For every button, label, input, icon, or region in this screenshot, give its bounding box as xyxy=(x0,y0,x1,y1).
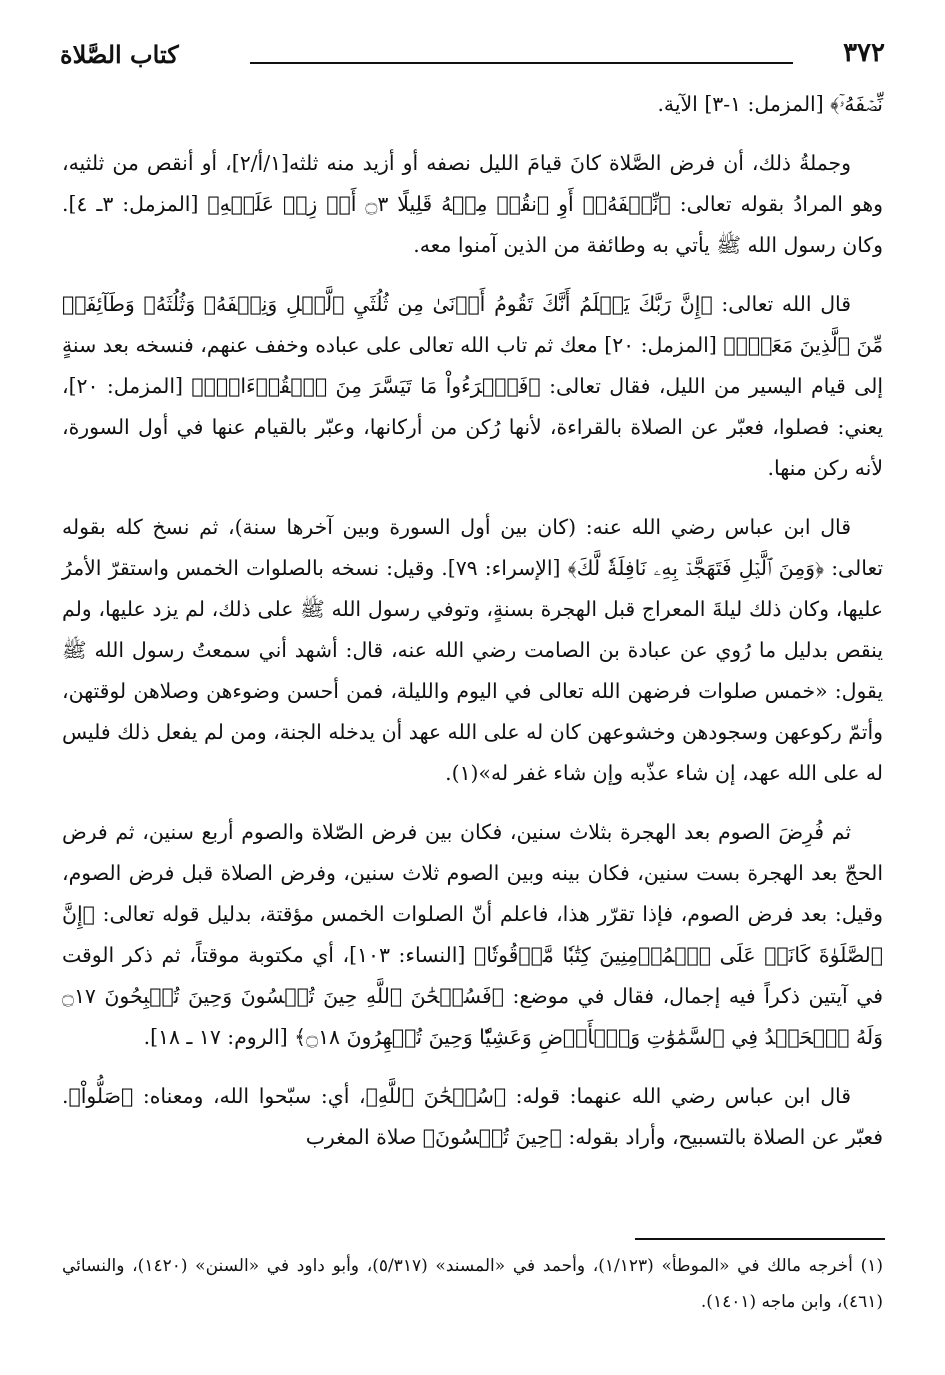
paragraph-prayer-obligation: وجملةُ ذلك، أن فرض الصَّلاة كانَ قيامَ الليل نصفه أو أزيد منه ثلثه[١/أ/٢]، أو أنقص من ثلثيه، وهو المرادُ بقوله تعالى: ﴿نِّصۡفَهُۥٓ أَوِ ٱنقُصۡ مِنۡهُ قَلِيلًا ۝٣ أَوۡ زِدۡ عَلَيۡهِ﴾ [المزمل: ٣ـ ٤]. وكان رسول الله ﷺ يأتي به وطائفة من الذين آمنوا معه. xyxy=(62,151,883,257)
paragraph-night-prayer-verse: قال الله تعالى: ﴿إِنَّ رَبَّكَ يَعۡلَمُ أَنَّكَ تَقُومُ أَدۡنَىٰ مِن ثُلُثَيِ ٱلَّيۡلِ وَنِصۡفَهُۥ وَثُلُثَهُۥ وَطَآئِفَةٞ مِّنَ ٱلَّذِينَ مَعَكَۚ﴾ [المزمل: ٢٠] معك ثم تاب الله تعالى على عباده وخفف عنهم، فنسخه بعد سنةٍ إلى قيام اليسير من الليل، فقال تعالى: ﴿فَٱقۡرَءُواْ مَا تَيَسَّرَ مِنَ ٱلۡقُرۡءَانِۚ﴾ [المزمل: ٢٠]، يعني: فصلوا، فعبّر عن الصلاة بالقراءة، لأنها رُكن من أركانها، وعبّر بالقيام عنها في أول السورة، لأنه ركن منها. xyxy=(62,292,884,480)
book-title: كتاب الصَّلاة xyxy=(60,40,179,69)
paragraph-continued-verse: نِّصۡفَهُۥٓ﴾ [المزمل: ١-٣] الآية. xyxy=(657,92,883,116)
footnotes xyxy=(62,1248,883,1320)
footnote-separator xyxy=(635,1238,885,1240)
paragraph-ibn-abbas-abrogation: قال ابن عباس رضي الله عنه: (كان بين أول السورة وبين آخرها سنة)، ثم نسخ كله بقوله تعالى: ﴿وَمِنَ ٱلَّيۡلِ فَتَهَجَّدۡ بِهِۦ نَافِلَةٗ لَّكَ﴾ [الإسراء: ٧٩]. وقيل: نسخه بالصلوات الخمس واستقرّ الأمرُ عليها، وكان ذلك ليلةَ المعراج قبل الهجرة بسنةٍ، وتوفي رسول الله ﷺ على ذلك، لم يزد عليها، ولم ينقص بدليل ما رُوي عن عبادة بن الصامت رضي الله عنه، قال: أشهد أني سمعتُ رسول الله ﷺ يقول: «خمس صلوات فرضهن الله تعالى في اليوم والليلة، فمن أحسن وضوءهن وصلاهن لوقتهن، وأتمّ ركوعهن وسجودهن وخشوعهن كان له على الله عهد أن يدخله الجنة، ومن لم يفعل ذلك فليس له على الله عهد، إن شاء عذّبه وإن شاء غفر له»(١). xyxy=(62,515,883,785)
paragraph-tasbih-meaning: قال ابن عباس رضي الله عنهما: قوله: ﴿سُبۡحَٰنَ ٱللَّهِ﴾، أي: سبّحوا الله، ومعناه: ﴿صَلُّواْ﴾. فعبّر عن الصلاة بالتسبيح، وأراد بقوله: ﴿حِينَ تُمۡسُونَ﴾ صلاة المغرب xyxy=(62,1084,883,1149)
paragraph-fasting-timing: ثم فُرِضَ الصوم بعد الهجرة بثلاث سنين، فكان بين فرض الصّلاة والصوم أربع سنين، ثم فرض الحجّ بعد الهجرة بست سنين، فكان بينه وبين الصوم ثلاث سنين، وفرض الصلاة قبل فرض الصوم، وقيل: بعد فرض الصوم، فإذا تقرّر هذا، فاعلم أنّ الصلوات الخمس مؤقتة، بدليل قوله تعالى: ﴿إِنَّ ٱلصَّلَوٰةَ كَانَتۡ عَلَى ٱلۡمُؤۡمِنِينَ كِتَٰبٗا مَّوۡقُوتٗا﴾ [النساء: ١٠٣]، أي مكتوبة موقتاً، ثم ذكر الوقت في آيتين ذكراً فيه إجمال، فقال في موضع: ﴿فَسُبۡحَٰنَ ٱللَّهِ حِينَ تُمۡسُونَ وَحِينَ تُصۡبِحُونَ ۝١٧ وَلَهُ ٱلۡحَمۡدُ فِي ٱلسَّمَٰوَٰتِ وَٱلۡأَرۡضِ وَعَشِيّٗا وَحِينَ تُظۡهِرُونَ ۝١٨﴾ [الروم: ١٧ ـ ١٨]. xyxy=(62,820,883,1049)
running-header xyxy=(60,38,885,82)
header-rule xyxy=(250,62,793,64)
footnote-1: (١) أخرجه مالك في «الموطأ» (١/١٢٣)، وأحمد في «المسند» (٥/٣١٧)، وأبو داود في «السنن» (١٤٢٠)، والنسائي (٤٦١)، وابن ماجه (١٤٠١). xyxy=(62,1256,884,1312)
main-text xyxy=(62,84,883,1176)
page-number: ٣٧٢ xyxy=(843,38,885,68)
